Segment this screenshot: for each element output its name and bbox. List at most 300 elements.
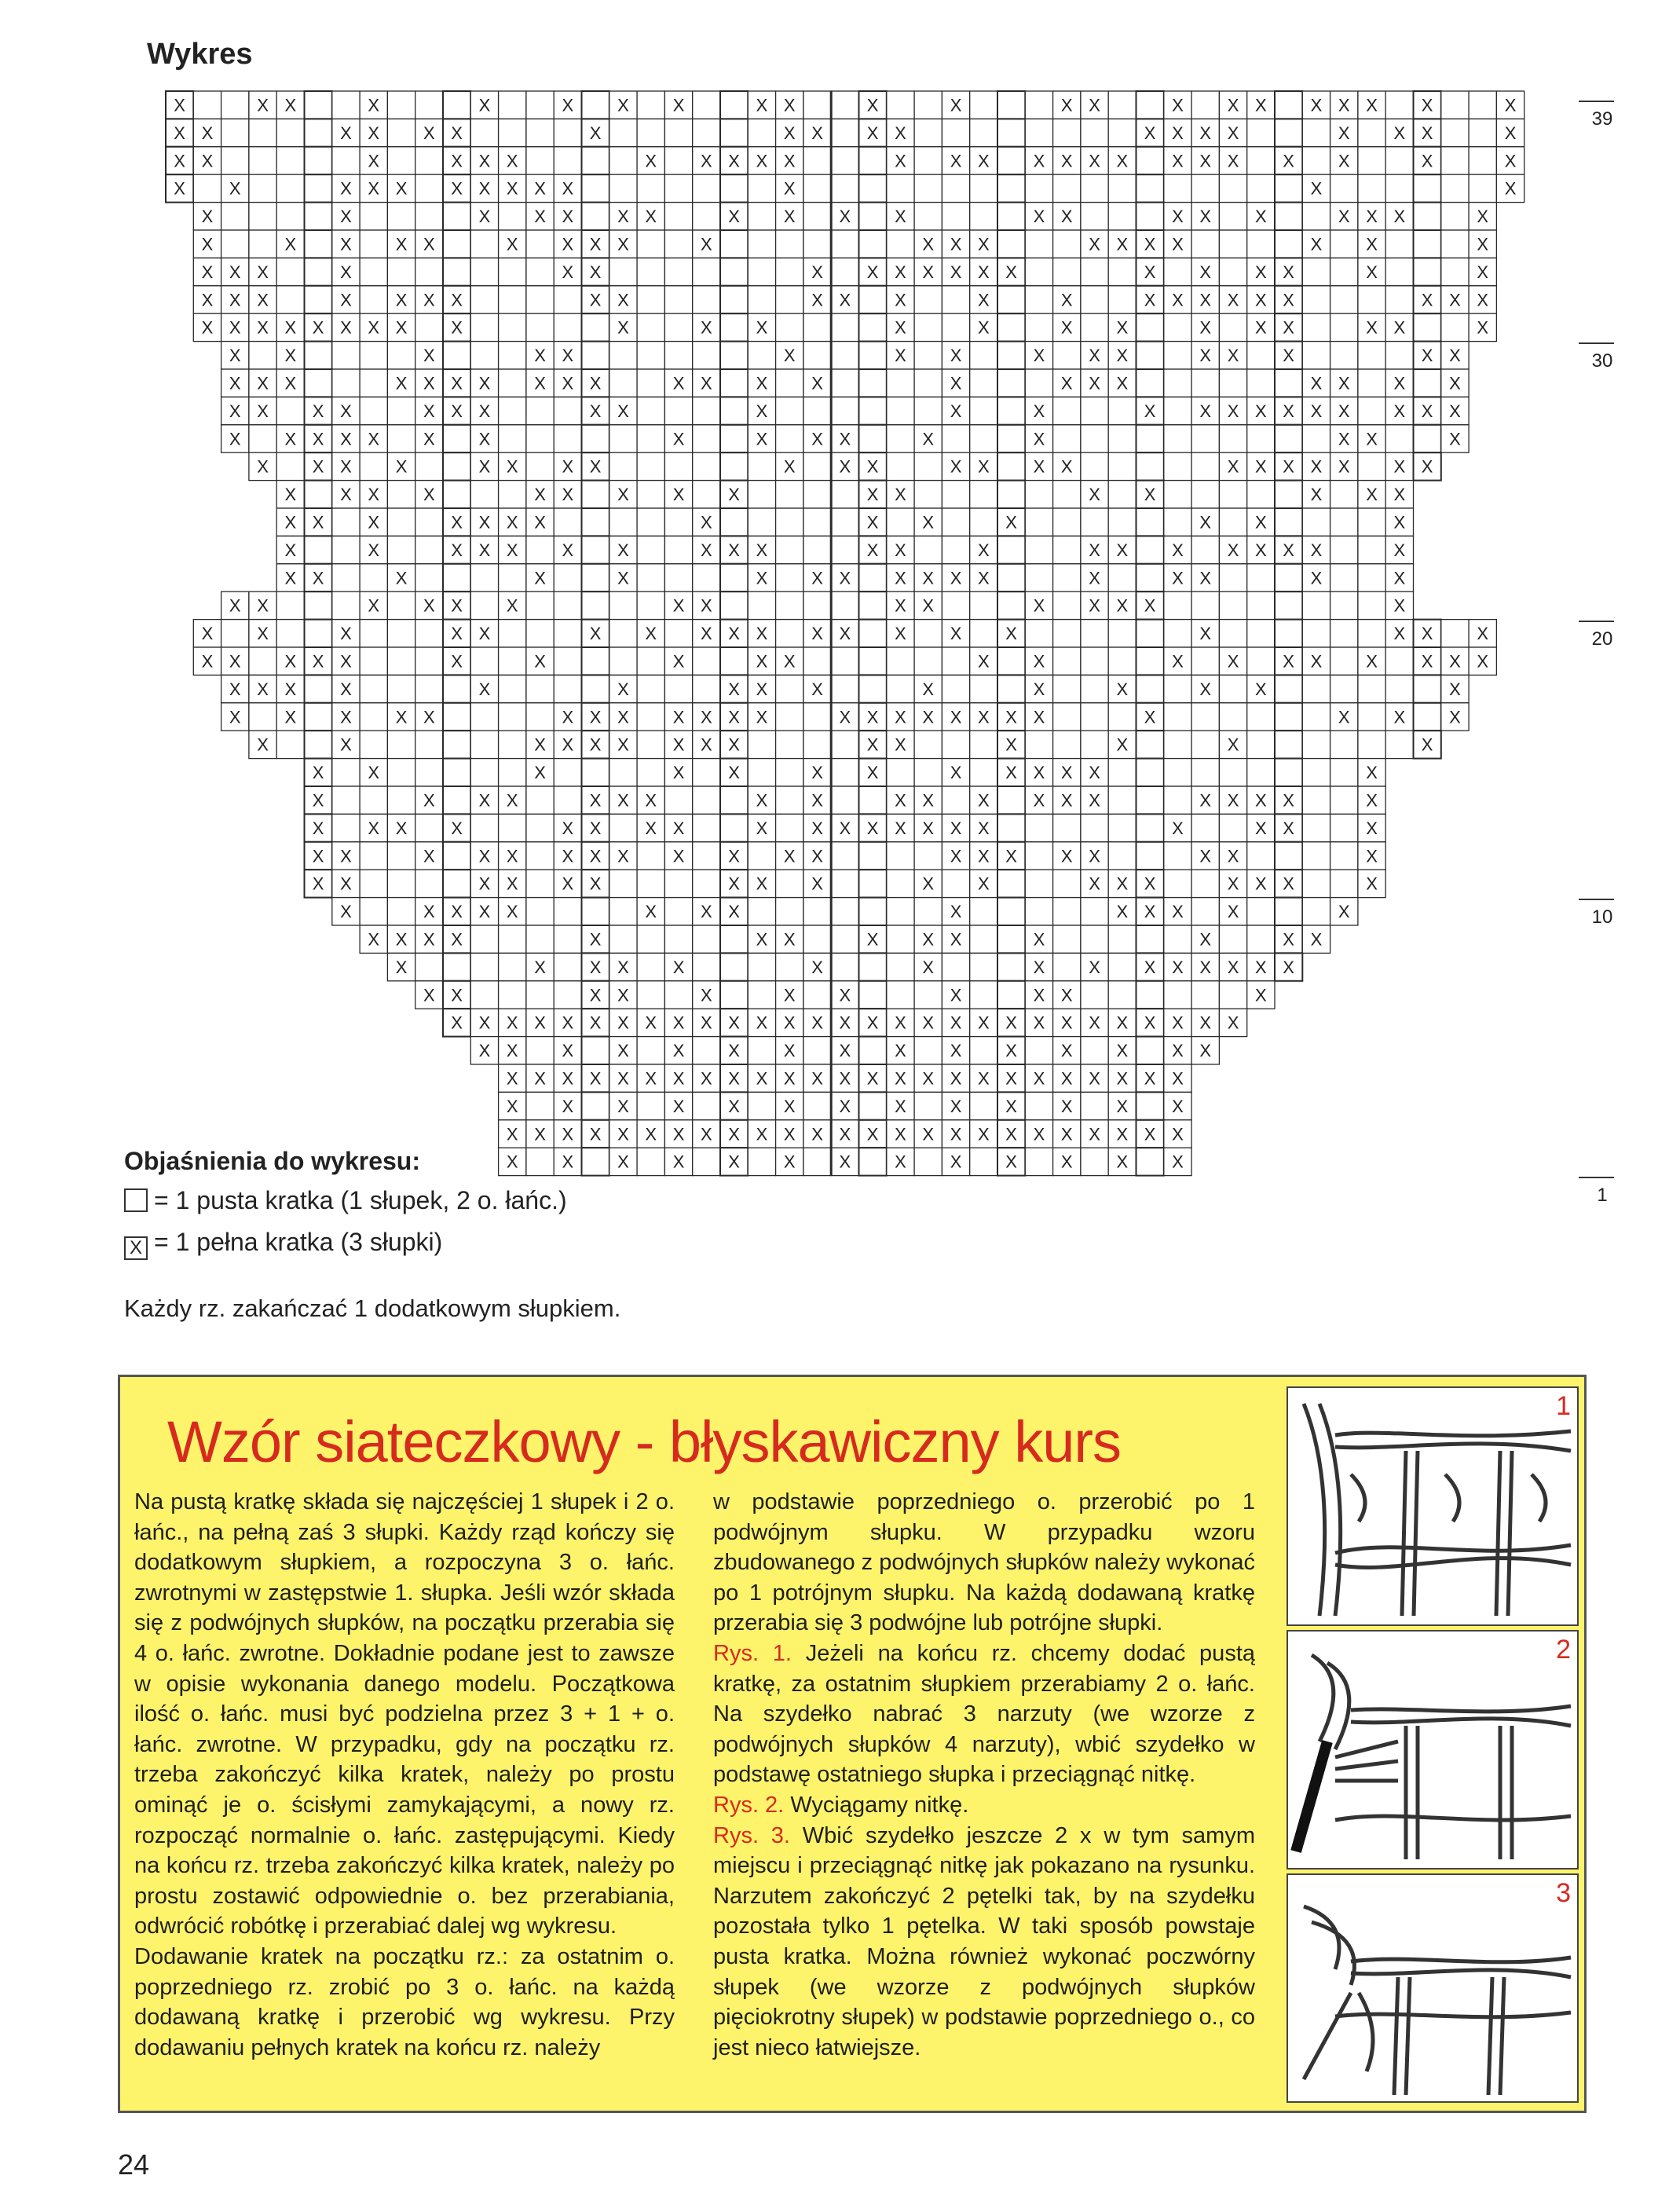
- grid-cell: [415, 536, 443, 563]
- full-square-mark: X: [1449, 401, 1461, 421]
- full-square-mark: X: [589, 929, 602, 950]
- grid-cell: [1302, 870, 1330, 897]
- grid-cell: [693, 1092, 720, 1119]
- full-square-mark: X: [1172, 1013, 1184, 1033]
- grid-cell: [1330, 286, 1358, 313]
- grid-cell: [1247, 925, 1275, 953]
- grid-cell: [1025, 870, 1052, 897]
- full-square-mark: X: [978, 873, 990, 894]
- full-square-mark: X: [1033, 1124, 1045, 1144]
- full-square-mark: X: [534, 1124, 546, 1144]
- grid-cell: [1191, 425, 1219, 452]
- full-square-mark: X: [672, 818, 685, 838]
- grid-cell: [526, 258, 554, 285]
- grid-cell: [526, 814, 554, 841]
- full-square-mark: X: [340, 734, 352, 755]
- full-square-mark: X: [701, 1068, 712, 1089]
- full-square-mark: X: [701, 902, 712, 922]
- grid-cell: [582, 759, 609, 786]
- full-square-mark: X: [423, 485, 435, 505]
- full-square-mark: X: [534, 178, 546, 199]
- full-square-mark: X: [978, 651, 990, 672]
- crochet-stitch-illustration-icon: [1288, 1388, 1577, 1624]
- grid-cell: [387, 508, 415, 536]
- full-square-mark: X: [478, 151, 491, 171]
- full-square-mark: X: [589, 790, 602, 811]
- grid-cell: [360, 452, 387, 480]
- full-square-mark: X: [1089, 540, 1100, 560]
- grid-cell: [664, 258, 692, 285]
- full-square-mark: X: [1089, 957, 1100, 977]
- legend-title: Objaśnienia do wykresu:: [124, 1147, 420, 1175]
- full-square-mark: X: [756, 151, 768, 171]
- grid-cell: [831, 119, 858, 146]
- grid-cell: [387, 898, 415, 925]
- grid-cell: [859, 1092, 887, 1119]
- grid-cell: [693, 1037, 720, 1064]
- full-square-mark: X: [340, 485, 352, 505]
- full-square-mark: X: [562, 873, 574, 894]
- full-square-mark: X: [506, 1124, 518, 1144]
- full-square-mark: X: [645, 207, 657, 227]
- grid-cell: [1219, 230, 1246, 258]
- full-square-mark: X: [1477, 317, 1489, 338]
- full-square-mark: X: [423, 595, 435, 616]
- grid-cell: [1081, 1037, 1108, 1064]
- grid-cell: [748, 174, 775, 202]
- grid-cell: [776, 425, 803, 452]
- full-square-mark: X: [701, 373, 712, 394]
- full-square-mark: X: [229, 429, 241, 449]
- full-square-mark: X: [672, 95, 685, 115]
- full-square-mark: X: [1116, 1124, 1129, 1144]
- grid-cell: [1025, 620, 1052, 647]
- grid-cell: [887, 647, 914, 675]
- grid-cell: [803, 925, 831, 953]
- grid-cell: [637, 452, 664, 480]
- full-square-mark: X: [617, 1152, 629, 1172]
- grid-cell: [193, 91, 221, 119]
- grid-cell: [554, 786, 581, 814]
- full-square-mark: X: [1393, 624, 1406, 644]
- full-square-mark: X: [174, 151, 185, 171]
- grid-cell: [1330, 481, 1358, 508]
- grid-cell: [803, 452, 831, 480]
- full-square-mark: X: [478, 95, 491, 115]
- grid-cell: [1053, 953, 1081, 980]
- full-square-mark: X: [1005, 734, 1017, 755]
- grid-cell: [332, 342, 360, 369]
- grid-cell: [1108, 786, 1136, 814]
- grid-cell: [1081, 731, 1108, 758]
- full-square-mark: X: [950, 624, 962, 644]
- grid-cell: [415, 620, 443, 647]
- full-square-mark: X: [1089, 373, 1100, 394]
- full-square-mark: X: [312, 818, 324, 838]
- grid-cell: [1164, 786, 1191, 814]
- full-square-mark: X: [478, 373, 491, 394]
- full-square-mark: X: [1477, 624, 1489, 644]
- full-square-mark: X: [895, 1041, 906, 1061]
- grid-cell: [582, 675, 609, 702]
- full-square-mark: X: [368, 485, 380, 505]
- full-square-mark: X: [756, 624, 768, 644]
- grid-cell: [859, 898, 887, 925]
- full-square-mark: X: [1033, 790, 1045, 811]
- grid-cell: [1164, 870, 1191, 897]
- grid-cell: [1330, 675, 1358, 702]
- full-square-mark: X: [284, 346, 297, 366]
- grid-cell: [720, 313, 748, 341]
- grid-cell: [1053, 647, 1081, 675]
- full-square-mark: X: [1116, 595, 1129, 616]
- full-square-mark: X: [1338, 151, 1350, 171]
- full-square-mark: X: [1089, 346, 1100, 366]
- grid-cell: [720, 369, 748, 397]
- grid-cell: [1219, 981, 1246, 1009]
- grid-cell: [305, 731, 332, 758]
- grid-cell: [1136, 91, 1164, 119]
- grid-cell: [720, 814, 748, 841]
- full-square-mark: X: [506, 1013, 518, 1033]
- full-square-mark: X: [1283, 873, 1294, 894]
- full-square-mark: X: [1283, 540, 1294, 560]
- full-square-mark: X: [1089, 1124, 1100, 1144]
- grid-cell: [1108, 481, 1136, 508]
- full-square-mark: X: [201, 290, 214, 310]
- full-square-mark: X: [451, 818, 463, 838]
- full-square-mark: X: [368, 123, 380, 143]
- grid-cell: [443, 564, 470, 591]
- full-square-mark: X: [589, 734, 602, 755]
- full-square-mark: X: [534, 651, 546, 672]
- full-square-mark: X: [811, 1124, 823, 1144]
- grid-cell: [1136, 814, 1164, 841]
- grid-cell: [693, 675, 720, 702]
- full-square-mark: X: [839, 207, 851, 227]
- grid-cell: [1191, 481, 1219, 508]
- full-square-mark: X: [1060, 763, 1073, 783]
- grid-cell: [1275, 481, 1302, 508]
- full-square-mark: X: [645, 790, 657, 811]
- grid-cell: [415, 91, 443, 119]
- grid-cell: [1219, 591, 1246, 619]
- full-square-mark: X: [506, 902, 518, 922]
- grid-cell: [305, 230, 332, 258]
- grid-cell: [997, 286, 1025, 313]
- full-square-mark: X: [1199, 929, 1212, 950]
- grid-cell: [693, 759, 720, 786]
- grid-cell: [859, 981, 887, 1009]
- full-square-mark: X: [811, 624, 823, 644]
- grid-cell: [1302, 119, 1330, 146]
- grid-cell: [1358, 342, 1385, 369]
- grid-cell: [1330, 342, 1358, 369]
- full-square-mark: X: [950, 456, 962, 477]
- grid-cell: [1164, 675, 1191, 702]
- grid-cell: [526, 981, 554, 1009]
- grid-cell: [831, 731, 858, 758]
- full-square-mark: X: [1116, 540, 1129, 560]
- full-square-mark: X: [1060, 207, 1073, 227]
- full-square-mark: X: [451, 123, 463, 143]
- grid-cell: [914, 397, 942, 424]
- grid-cell: [1108, 842, 1136, 870]
- full-square-mark: X: [478, 846, 491, 866]
- full-square-mark: X: [1116, 1068, 1129, 1089]
- full-square-mark: X: [1116, 1096, 1129, 1116]
- full-square-mark: X: [728, 734, 740, 755]
- full-square-mark: X: [1199, 846, 1212, 866]
- full-square-mark: X: [1227, 651, 1239, 672]
- full-square-mark: X: [562, 846, 574, 866]
- grid-cell: [609, 452, 637, 480]
- full-square-mark: X: [1199, 207, 1212, 227]
- grid-cell: [664, 925, 692, 953]
- grid-cell: [1385, 286, 1413, 313]
- full-square-mark: X: [1255, 985, 1267, 1005]
- grid-cell: [554, 313, 581, 341]
- full-square-mark: X: [839, 429, 851, 449]
- paragraph: Dodawanie kratek na początku rz.: za ostatnim o. poprzedniego rz. zrobić po 3 o. łańc. na każdą dodawaną kratkę i przerobić wg wykresu. Przy dodawaniu pełnych kratek na końcu rz. należy: [134, 1943, 675, 2060]
- grid-cell: [859, 1037, 887, 1064]
- full-square-mark: X: [1227, 1013, 1239, 1033]
- full-square-mark: X: [257, 401, 269, 421]
- grid-cell: [554, 286, 581, 313]
- full-square-mark: X: [1393, 373, 1406, 394]
- grid-cell: [1081, 703, 1108, 731]
- full-square-mark: X: [1283, 290, 1294, 310]
- grid-cell: [1191, 591, 1219, 619]
- grid-cell: [1330, 620, 1358, 647]
- grid-cell: [499, 203, 526, 230]
- grid-cell: [387, 591, 415, 619]
- full-square-mark: X: [340, 262, 352, 282]
- full-square-mark: X: [895, 485, 906, 505]
- grid-cell: [914, 1148, 942, 1175]
- grid-cell: [720, 230, 748, 258]
- full-square-mark: X: [866, 1124, 879, 1144]
- grid-cell: [887, 230, 914, 258]
- grid-cell: [1108, 814, 1136, 841]
- full-square-mark: X: [617, 290, 629, 310]
- grid-cell: [1136, 425, 1164, 452]
- grid-cell: [831, 870, 858, 897]
- grid-cell: [1247, 230, 1275, 258]
- full-square-mark: X: [478, 178, 491, 199]
- grid-cell: [1191, 536, 1219, 563]
- grid-cell: [693, 258, 720, 285]
- full-square-mark: X: [617, 540, 629, 560]
- grid-cell: [387, 91, 415, 119]
- full-square-mark: X: [1338, 207, 1350, 227]
- full-square-mark: X: [1199, 790, 1212, 811]
- full-square-mark: X: [672, 707, 685, 727]
- grid-cell: [997, 397, 1025, 424]
- full-square-mark: X: [1172, 1124, 1184, 1144]
- grid-cell: [609, 759, 637, 786]
- grid-cell: [970, 425, 997, 452]
- grid-cell: [664, 342, 692, 369]
- full-square-mark: X: [562, 540, 574, 560]
- grid-cell: [1081, 508, 1108, 536]
- grid-cell: [415, 953, 443, 980]
- full-square-mark: X: [423, 401, 435, 421]
- grid-cell: [970, 369, 997, 397]
- grid-cell: [859, 786, 887, 814]
- full-square-mark: X: [1227, 957, 1239, 977]
- full-square-mark: X: [478, 540, 491, 560]
- grid-cell: [1081, 119, 1108, 146]
- grid-cell: [637, 313, 664, 341]
- grid-cell: [693, 953, 720, 980]
- full-square-mark: X: [589, 846, 602, 866]
- full-square-mark: X: [1393, 540, 1406, 560]
- grid-cell: [914, 369, 942, 397]
- full-square-mark: X: [950, 902, 962, 922]
- grid-cell: [859, 174, 887, 202]
- full-square-mark: X: [1227, 151, 1239, 171]
- grid-cell: [1302, 508, 1330, 536]
- grid-cell: [1136, 731, 1164, 758]
- full-square-mark: X: [478, 790, 491, 811]
- full-square-mark: X: [562, 1124, 574, 1144]
- full-square-mark: X: [811, 846, 823, 866]
- full-square-mark: X: [645, 818, 657, 838]
- grid-cell: [415, 258, 443, 285]
- grid-cell: [997, 452, 1025, 480]
- grid-cell: [249, 147, 276, 174]
- full-square-mark: X: [1393, 207, 1406, 227]
- full-square-mark: X: [1255, 401, 1267, 421]
- full-square-mark: X: [783, 1096, 796, 1116]
- grid-cell: [1025, 508, 1052, 536]
- grid-cell: [470, 564, 498, 591]
- grid-cell: [1108, 203, 1136, 230]
- full-square-mark: X: [1060, 317, 1073, 338]
- full-square-mark: X: [478, 1041, 491, 1061]
- paragraph: Rys. 3. Wbić szydełko jeszcze 2 x w tym samym miejscu i przeciągnąć nitkę jak pokazano na rysunku. Narzutem zakończyć 2 pętelki tak, by na szydełku pozostała tylko 1 pętelka. W taki sposób powstaje pusta kratka. Można również wykonać poczwórny słupek (we wzorze z podwójnych słupków pięciokrotny słupek) w podstawie poprzedniego o., co jest nieco łatwiejsze.: [713, 1822, 1255, 2060]
- grid-cell: [360, 342, 387, 369]
- full-square-mark: X: [1172, 1152, 1184, 1172]
- grid-cell: [470, 342, 498, 369]
- full-square-mark: X: [340, 429, 352, 449]
- full-square-mark: X: [783, 929, 796, 950]
- full-square-mark: X: [922, 1124, 935, 1144]
- full-square-mark: X: [1199, 679, 1212, 699]
- full-square-mark: X: [562, 818, 574, 838]
- grid-cell: [526, 1092, 554, 1119]
- full-square-mark: X: [1060, 290, 1073, 310]
- full-square-mark: X: [562, 485, 574, 505]
- grid-cell: [803, 230, 831, 258]
- full-square-mark: X: [589, 1013, 602, 1033]
- grid-cell: [942, 675, 969, 702]
- full-square-mark: X: [756, 929, 768, 950]
- grid-cell: [970, 91, 997, 119]
- full-square-mark: X: [1393, 595, 1406, 616]
- grid-cell: [1330, 174, 1358, 202]
- full-square-mark: X: [617, 1041, 629, 1061]
- full-square-mark: X: [1227, 123, 1239, 143]
- grid-cell: [803, 981, 831, 1009]
- grid-cell: [887, 898, 914, 925]
- full-square-mark: X: [229, 346, 241, 366]
- grid-cell: [499, 564, 526, 591]
- grid-cell: [664, 536, 692, 563]
- grid-cell: [831, 898, 858, 925]
- full-square-mark: X: [1060, 985, 1073, 1005]
- grid-cell: [970, 731, 997, 758]
- full-square-mark: X: [1116, 1013, 1129, 1033]
- grid-cell: [1330, 870, 1358, 897]
- full-square-mark: X: [1005, 262, 1017, 282]
- grid-cell: [554, 898, 581, 925]
- full-square-mark: X: [257, 456, 269, 477]
- full-square-mark: X: [1060, 1013, 1073, 1033]
- grid-cell: [1108, 397, 1136, 424]
- full-square-mark: X: [701, 1124, 712, 1144]
- grid-cell: [609, 369, 637, 397]
- full-square-mark: X: [1116, 873, 1129, 894]
- grid-cell: [748, 452, 775, 480]
- grid-cell: [249, 647, 276, 675]
- full-square-mark: X: [478, 873, 491, 894]
- full-square-mark: X: [922, 234, 935, 255]
- full-square-mark: X: [340, 651, 352, 672]
- grid-cell: [803, 591, 831, 619]
- full-square-mark: X: [866, 485, 879, 505]
- full-square-mark: X: [839, 1096, 851, 1116]
- grid-cell: [415, 870, 443, 897]
- full-square-mark: X: [1338, 429, 1350, 449]
- full-square-mark: X: [922, 790, 935, 811]
- full-square-mark: X: [1366, 873, 1378, 894]
- full-square-mark: X: [1089, 95, 1100, 115]
- grid-cell: [1219, 481, 1246, 508]
- grid-cell: [1414, 425, 1441, 452]
- grid-cell: [1081, 425, 1108, 452]
- grid-cell: [499, 981, 526, 1009]
- grid-cell: [387, 842, 415, 870]
- grid-cell: [470, 981, 498, 1009]
- grid-cell: [748, 1037, 775, 1064]
- grid-cell: [1025, 536, 1052, 563]
- grid-cell: [859, 1148, 887, 1175]
- grid-cell: [748, 230, 775, 258]
- grid-cell: [249, 119, 276, 146]
- full-square-mark: X: [478, 401, 491, 421]
- full-square-mark: X: [589, 873, 602, 894]
- grid-cell: [1025, 286, 1052, 313]
- grid-cell: [443, 481, 470, 508]
- grid-cell: [387, 147, 415, 174]
- grid-cell: [1164, 258, 1191, 285]
- full-square-mark: X: [1449, 373, 1461, 394]
- grid-cell: [360, 842, 387, 870]
- grid-cell: [887, 870, 914, 897]
- grid-cell: [582, 481, 609, 508]
- grid-cell: [720, 91, 748, 119]
- grid-cell: [637, 981, 664, 1009]
- grid-cell: [664, 870, 692, 897]
- full-square-mark: X: [950, 763, 962, 783]
- grid-cell: [1219, 703, 1246, 731]
- grid-cell: [1469, 147, 1496, 174]
- grid-cell: [1191, 230, 1219, 258]
- grid-cell: [859, 620, 887, 647]
- grid-cell: [609, 620, 637, 647]
